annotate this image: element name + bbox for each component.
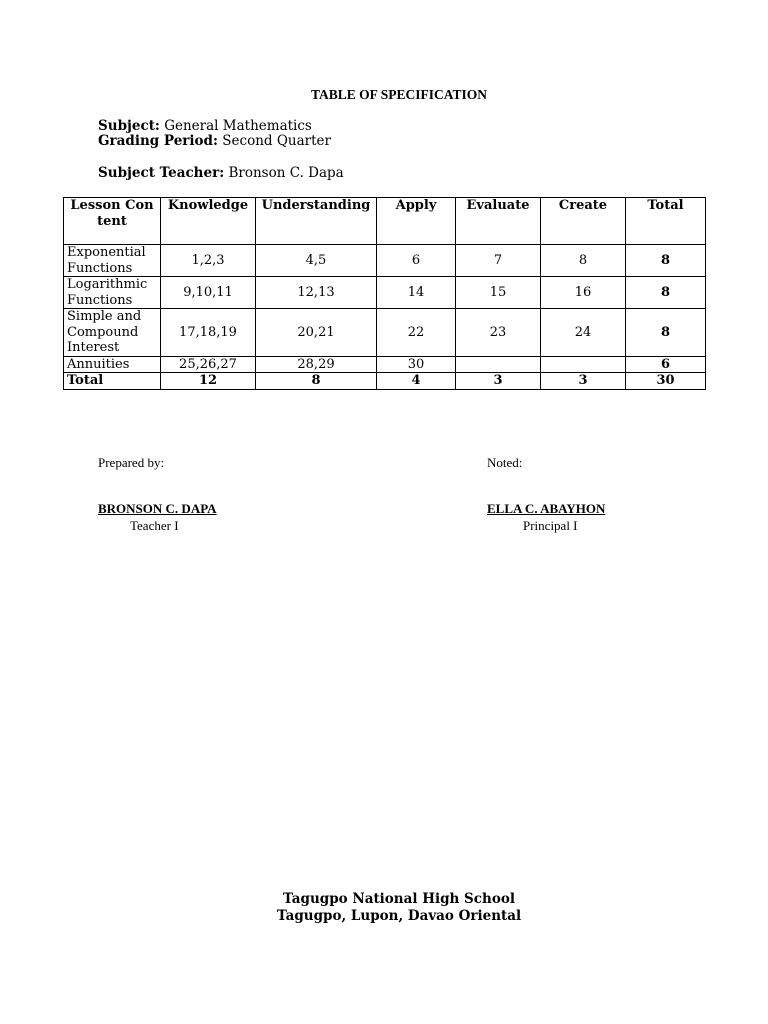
subject-teacher-label: Subject Teacher: — [98, 165, 225, 181]
header-total: Total — [626, 198, 706, 245]
total-cell: 8 — [626, 277, 706, 309]
subject-label: Subject: — [98, 118, 160, 134]
apply-cell: 22 — [377, 309, 456, 357]
understanding-cell: 4,5 — [256, 245, 377, 277]
header-create: Create — [541, 198, 626, 245]
subject-value: General Mathematics — [164, 118, 312, 134]
create-total: 3 — [541, 373, 626, 390]
table-row — [64, 277, 706, 309]
create-cell: 16 — [541, 277, 626, 309]
evaluate-cell: 15 — [456, 277, 541, 309]
totals-row — [64, 373, 706, 390]
understanding-cell: 28,29 — [256, 356, 377, 373]
create-cell — [541, 356, 626, 373]
knowledge-cell: 25,26,27 — [161, 356, 256, 373]
lesson-cell: Annuities — [64, 356, 161, 373]
preparer-name: BRONSON C. DAPA — [98, 501, 217, 516]
total-cell: 8 — [626, 309, 706, 357]
subject-teacher-line — [98, 166, 344, 181]
subject-line — [98, 119, 312, 134]
lesson-cell: Logarithmic Functions — [64, 277, 161, 309]
table-row — [64, 245, 706, 277]
apply-cell: 6 — [377, 245, 456, 277]
knowledge-cell: 9,10,11 — [161, 277, 256, 309]
noted-label: Noted: — [487, 455, 523, 470]
knowledge-cell: 1,2,3 — [161, 245, 256, 277]
create-cell: 24 — [541, 309, 626, 357]
school-name: Tagugpo National High School — [283, 891, 515, 907]
knowledge-total: 12 — [161, 373, 256, 390]
create-cell: 8 — [541, 245, 626, 277]
total-cell: 6 — [626, 356, 706, 373]
school-address: Tagugpo, Lupon, Davao Oriental — [276, 908, 522, 924]
header-knowledge: Knowledge — [161, 198, 256, 245]
lesson-cell: Exponential Functions — [64, 245, 161, 277]
evaluate-cell — [456, 356, 541, 373]
apply-cell: 30 — [377, 356, 456, 373]
apply-total: 4 — [377, 373, 456, 390]
header-evaluate: Evaluate — [456, 198, 541, 245]
preparer-position: Teacher I — [130, 518, 179, 533]
apply-cell: 14 — [377, 277, 456, 309]
grading-period-value: Second Quarter — [222, 133, 331, 149]
evaluate-total: 3 — [456, 373, 541, 390]
totals-label: Total — [64, 373, 161, 390]
understanding-cell: 12,13 — [256, 277, 377, 309]
grading-period-line — [98, 134, 331, 149]
noter-position: Principal I — [523, 518, 578, 533]
evaluate-cell: 23 — [456, 309, 541, 357]
understanding-total: 8 — [256, 373, 377, 390]
table-row — [64, 356, 706, 373]
grading-period-label: Grading Period: — [98, 133, 218, 149]
specification-table — [63, 197, 706, 390]
understanding-cell: 20,21 — [256, 309, 377, 357]
knowledge-cell: 17,18,19 — [161, 309, 256, 357]
grand-total: 30 — [626, 373, 706, 390]
header-understanding: Understanding — [256, 198, 377, 245]
noter-name: ELLA C. ABAYHON — [487, 501, 606, 516]
header-lesson-content: Lesson Con tent — [64, 198, 161, 245]
subject-teacher-value: Bronson C. Dapa — [228, 165, 344, 181]
evaluate-cell: 7 — [456, 245, 541, 277]
prepared-by-label: Prepared by: — [98, 455, 165, 470]
table-header-row — [64, 198, 706, 245]
lesson-cell: Simple and Compound Interest — [64, 309, 161, 357]
total-cell: 8 — [626, 245, 706, 277]
header-apply: Apply — [377, 198, 456, 245]
table-row — [64, 309, 706, 357]
document-title: TABLE OF SPECIFICATION — [310, 87, 488, 102]
